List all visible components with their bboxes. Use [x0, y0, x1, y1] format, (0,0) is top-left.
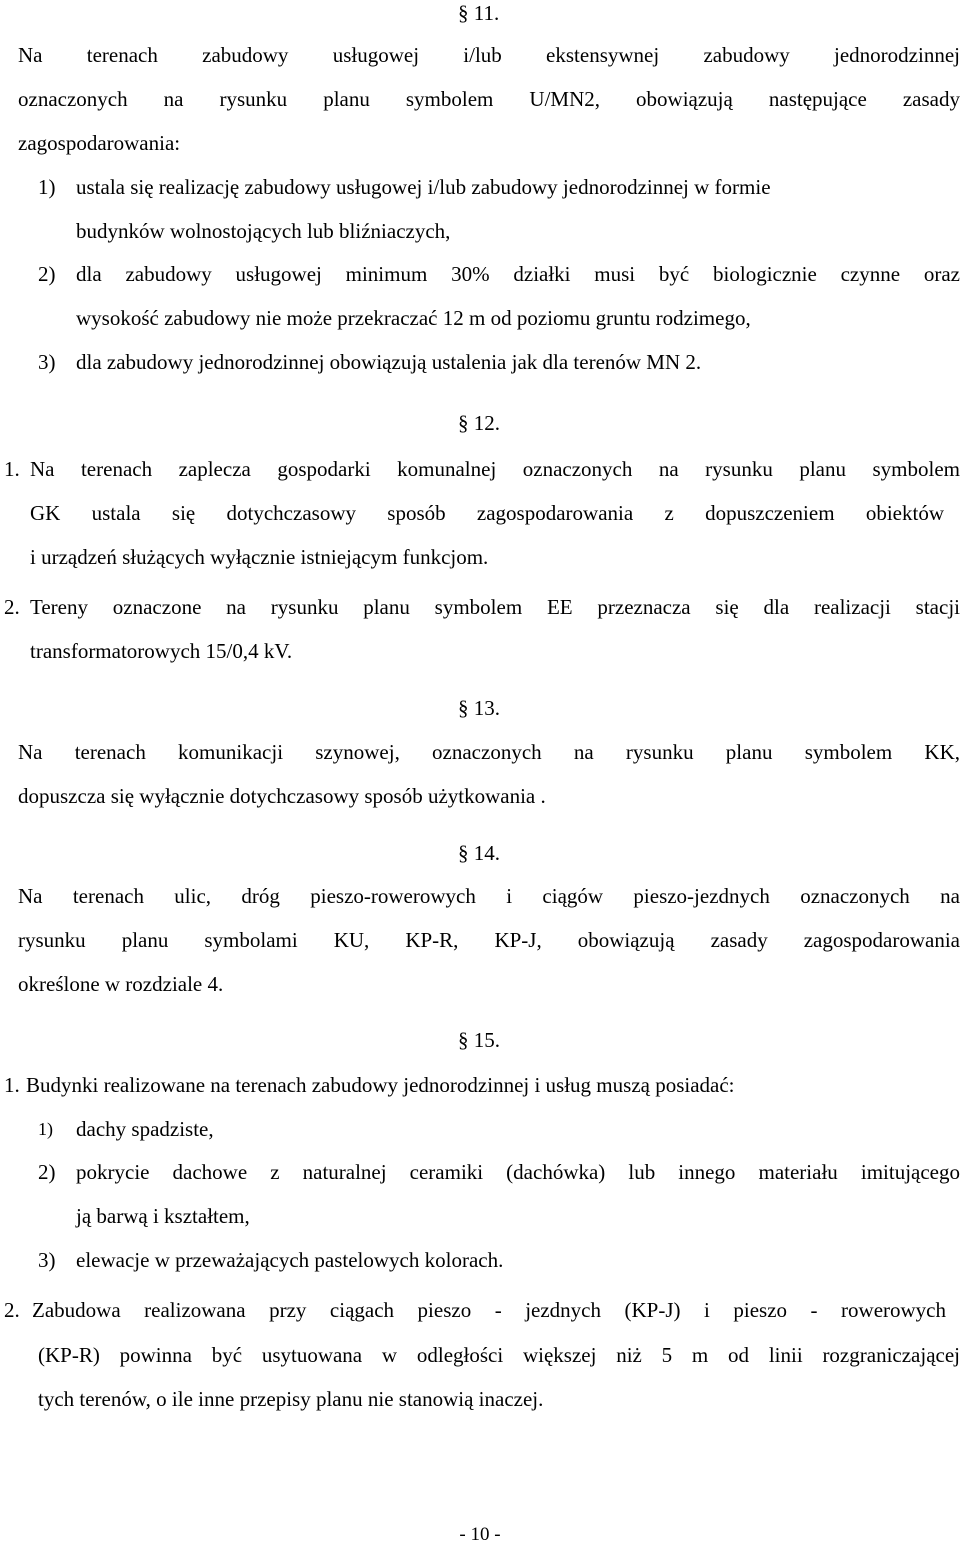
s11-item-2-line-2: wysokość zabudowy nie może przekraczać 12 m od poziomu gruntu rodzimego,: [76, 306, 751, 330]
s12-p2-line-1: Tereny oznaczone na rysunku planu symbolem EE przeznacza się dla realizacji stacji: [30, 595, 960, 619]
s11-intro-line-1: Na terenach zabudowy usługowej i/lub ekstensywnej zabudowy jednorodzinnej: [18, 43, 960, 67]
s15-p2-line-3: tych terenów, o ile inne przepisy planu nie stanowią inaczej.: [38, 1387, 544, 1411]
s15-item-1-number: 1): [38, 1119, 53, 1139]
s13-line-2: dopuszcza się wyłącznie dotychczasowy sposób użytkowania .: [18, 784, 546, 808]
s12-p1-line-2: GK ustala się dotychczasowy sposób zagospodarowania z dopuszczeniem obiektów: [30, 501, 944, 525]
s12-p1-line-1: Na terenach zaplecza gospodarki komunalnej oznaczonych na rysunku planu symbolem: [30, 457, 960, 481]
s11-item-1-line-2: budynków wolnostojących lub bliźniaczych,: [76, 219, 451, 243]
s11-item-2-number: 2): [38, 262, 56, 286]
s11-intro-line-2: oznaczonych na rysunku planu symbolem U/MN2, obowiązują następujące zasady: [18, 87, 960, 111]
s11-intro-line-3: zagospodarowania:: [18, 131, 181, 155]
s15-item-3-line-1: elewacje w przeważających pastelowych kolorach.: [76, 1248, 504, 1272]
s11-item-2-line-1: dla zabudowy usługowej minimum 30% działki musi być biologicznie czynne oraz: [76, 262, 960, 286]
s15-item-1-line-1: dachy spadziste,: [76, 1117, 214, 1141]
s15-item-2-line-1: pokrycie dachowe z naturalnej ceramiki (dachówka) lub innego materiału imitującego: [76, 1160, 960, 1184]
section-11-heading: § 11.: [458, 1, 500, 25]
page-number: - 10 -: [459, 1524, 501, 1545]
s15-item-2-number: 2): [38, 1160, 56, 1184]
s12-p1-number: 1.: [4, 457, 20, 481]
section-13-heading: § 13.: [458, 696, 500, 720]
s12-p1-line-3: i urządzeń służących wyłącznie istniejącym funkcjom.: [30, 545, 489, 569]
s11-item-3-number: 3): [38, 350, 56, 374]
s15-item-2-line-2: ją barwą i kształtem,: [76, 1204, 250, 1228]
s11-item-3-line-1: dla zabudowy jednorodzinnej obowiązują ustalenia jak dla terenów MN 2.: [76, 350, 702, 374]
s15-p2-line-2: (KP-R) powinna być usytuowana w odległości większej niż 5 m od linii rozgraniczającej: [38, 1343, 960, 1367]
s15-p1-text: Budynki realizowane na terenach zabudowy jednorodzinnej i usług muszą posiadać:: [26, 1073, 735, 1097]
section-14-heading: § 14.: [458, 841, 500, 865]
section-12-heading: § 12.: [458, 411, 500, 435]
s14-line-2: rysunku planu symbolami KU, KP-R, KP-J, obowiązują zasady zagospodarowania: [18, 928, 960, 952]
s14-line-3: określone w rozdziale 4.: [18, 972, 224, 996]
s12-p2-number: 2.: [4, 595, 20, 619]
section-15-heading: § 15.: [458, 1028, 500, 1052]
s14-line-1: Na terenach ulic, dróg pieszo-rowerowych i ciągów pieszo-jezdnych oznaczonych na: [18, 884, 960, 908]
s15-p1-number: 1.: [4, 1073, 20, 1097]
s15-p2-line-1: Zabudowa realizowana przy ciągach pieszo - jezdnych (KP-J) i pieszo - rowerowych: [32, 1298, 946, 1322]
s13-line-1: Na terenach komunikacji szynowej, oznaczonych na rysunku planu symbolem KK,: [18, 740, 960, 764]
s12-p2-line-2: transformatorowych 15/0,4 kV.: [30, 639, 293, 663]
s11-item-1-number: 1): [38, 175, 56, 199]
s15-item-3-number: 3): [38, 1248, 56, 1272]
s11-item-1-line-1: ustala się realizację zabudowy usługowej i/lub zabudowy jednorodzinnej w formie: [76, 175, 771, 199]
s15-p2-number: 2.: [4, 1298, 20, 1322]
